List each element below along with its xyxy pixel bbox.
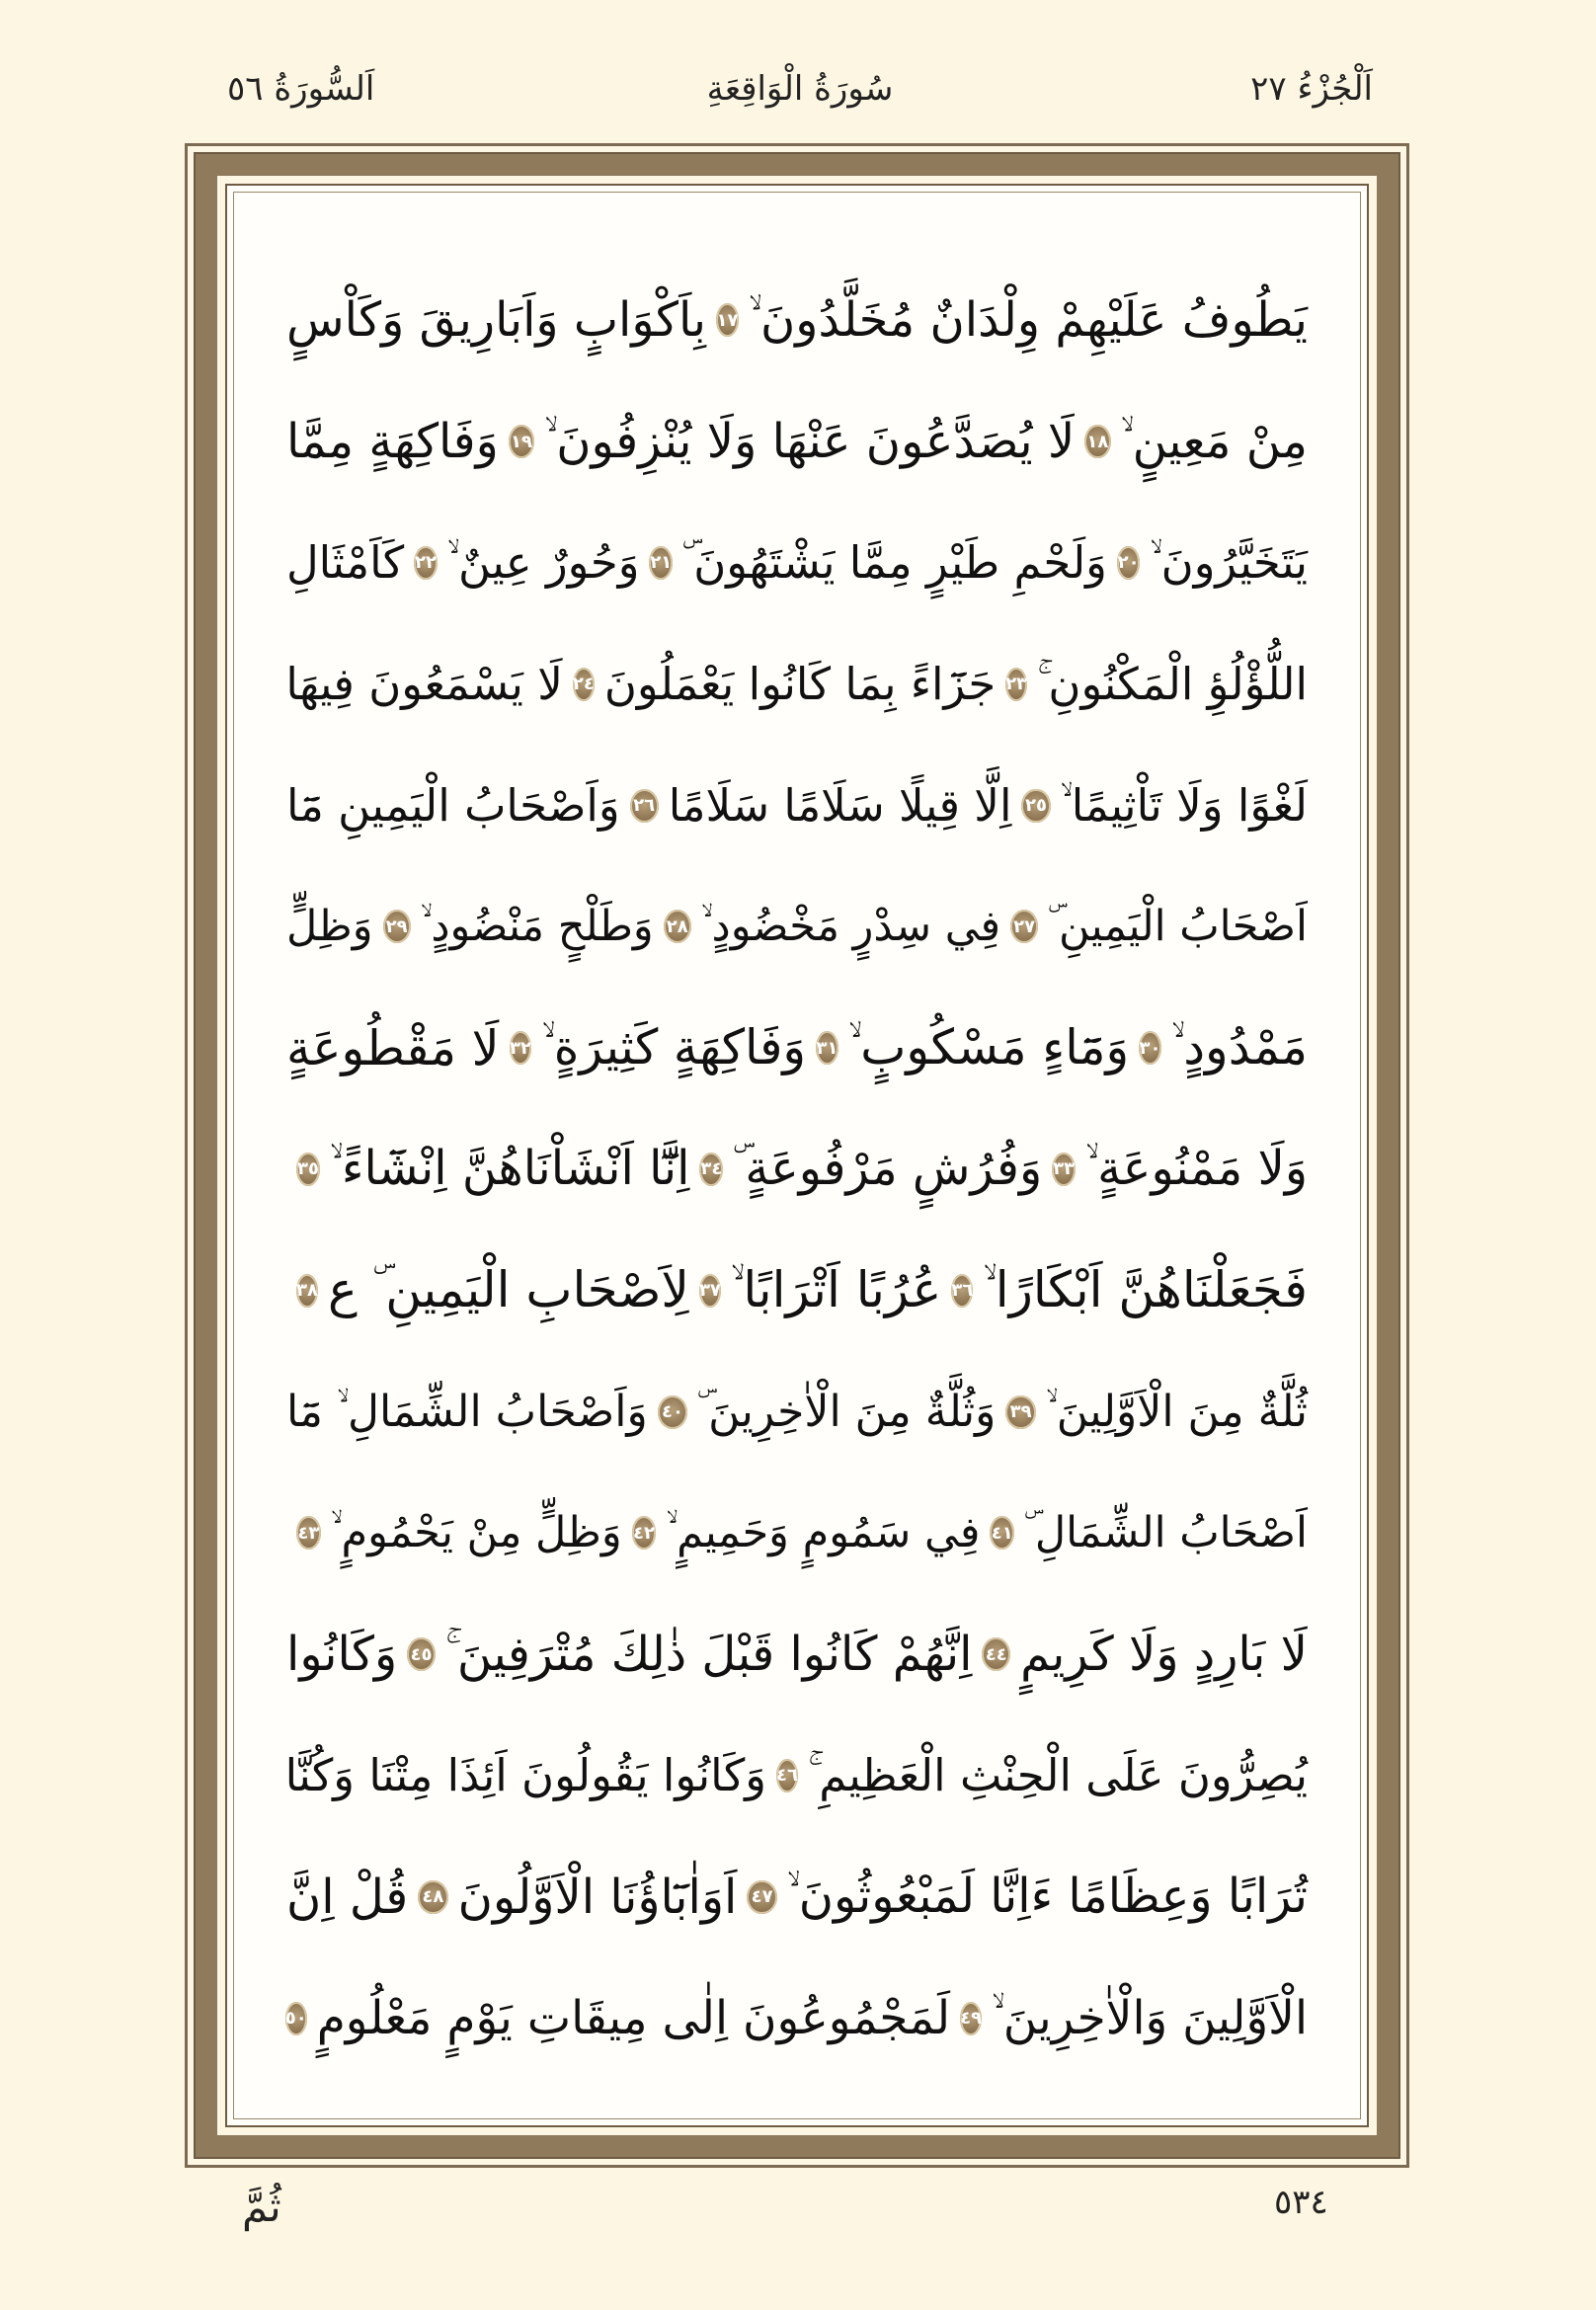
verse-text: وَظِلٍّ مِنْ يَحْمُومٍ ۙ	[330, 1508, 622, 1558]
verse-number-marker: ٣٥	[296, 1153, 320, 1186]
text-line	[286, 1351, 1308, 1473]
verse-text: وَفَاكِهَةٍ مِمَّا	[286, 414, 499, 470]
page-frame	[185, 143, 1409, 2168]
verse-text: بِاَكْوَابٍ وَاَبَارِيقَ وَكَاْسٍ	[286, 292, 706, 349]
verse-number-marker: ٤٧	[747, 1880, 776, 1914]
text-line	[286, 988, 1308, 1109]
text-line	[286, 503, 1308, 624]
verse-text: قُلْ اِنَّ	[286, 1869, 409, 1925]
text-line	[286, 1473, 1308, 1594]
verse-number-marker: ٤٨	[418, 1880, 447, 1914]
verse-text: لَا يُصَدَّعُونَ عَنْهَا وَلَا يُنْزِفُونَ ۙ	[544, 413, 1076, 469]
page-header	[227, 69, 1373, 128]
verse-number-marker: ٤٤	[982, 1637, 1010, 1671]
verse-text: وَلَا مَمْنُوعَةٍ ۙ	[1085, 1141, 1308, 1197]
verse-text: وَلَحْمِ طَيْرٍ مِمَّا يَشْتَهُونَ ۜ	[681, 535, 1107, 589]
text-line	[286, 1957, 1308, 2079]
verse-text: اللُّؤْلُؤِ الْمَكْنُونِ ۚ	[1037, 657, 1308, 710]
verse-number-marker: ٣٠	[1139, 1031, 1161, 1065]
verse-text: يَتَخَيَّرُونَ ۙ	[1150, 535, 1308, 589]
verse-number-marker: ٣٨	[296, 1274, 318, 1308]
verse-text: لَمَجْمُوعُونَ اِلٰى مِيقَاتِ يَوْمٍ مَعْلُومٍ	[316, 1991, 951, 2046]
verse-text: اِنَّهُمْ كَانُوا قَبْلَ ذٰلِكَ مُتْرَفِينَ ۚ	[444, 1626, 973, 1682]
verse-number-marker: ١٩	[509, 425, 534, 458]
verse-text: يَطُوفُ عَلَيْهِمْ وِلْدَانٌ مُخَلَّدُونَ ۙ	[749, 291, 1308, 348]
verse-text: فِي سِدْرٍ مَخْضُودٍ ۙ	[700, 902, 1001, 952]
verse-number-marker: ١٧	[716, 303, 739, 337]
verse-number-marker: ٢٤	[573, 668, 595, 701]
verse-number-marker: ٤٢	[632, 1516, 657, 1550]
text-panel	[225, 184, 1369, 2127]
verse-text: الْاَوَّلِينَ وَالْاٰخِرِينَ ۙ	[992, 1990, 1308, 2045]
verse-text: اَوَاٰبَٓاؤُنَا الْاَوَّلُونَ	[457, 1869, 738, 1925]
verse-text: وَثُلَّةٌ مِنَ الْاٰخِرِينَ ۜ	[697, 1387, 997, 1438]
catchword: ثُمَّ	[242, 2183, 281, 2231]
verse-number-marker: ٢٥	[1021, 789, 1050, 823]
verse-number-marker: ٢١	[649, 546, 672, 580]
verse-number-marker: ٣٣	[1052, 1153, 1076, 1186]
verse-text: وَطَلْحٍ مَنْضُودٍ ۙ	[420, 902, 654, 952]
verse-text: وَكَانُوا	[286, 1627, 398, 1683]
text-line	[286, 866, 1308, 988]
verse-text: اَصْحَابُ الشِّمَالِ ۜ	[1024, 1508, 1308, 1558]
text-line	[286, 1230, 1308, 1351]
text-line	[286, 1109, 1308, 1231]
verse-text: وَظِلٍّ	[285, 902, 373, 952]
verse-number-marker: ٢٣	[1005, 668, 1027, 701]
verse-text: ثُلَّةٌ مِنَ الْاَوَّلِينَ ۙ	[1045, 1387, 1308, 1438]
verse-number-marker: ٣٦	[951, 1274, 973, 1308]
verse-text: لِاَصْحَابِ الْيَمِينِ ۜ ع	[327, 1261, 689, 1319]
surah-title: سُورَةُ الْوَاقِعَةِ	[706, 69, 894, 109]
verse-number-marker: ٤٥	[407, 1637, 436, 1671]
verse-number-marker: ٥٠	[285, 2002, 307, 2035]
verse-text-area	[286, 260, 1308, 2066]
verse-text: جَزَٓاءً بِمَا كَانُوا يَعْمَلُونَ	[603, 658, 997, 711]
verse-text: مَمْدُودٍ ۙ	[1170, 1019, 1308, 1076]
verse-text: وَاَصْحَابُ الشِّمَالِ ۙ مَٓا	[286, 1387, 648, 1438]
verse-text: وَكَانُوا يَقُولُونَ اَئِذَا مِتْنَا وَكُنَّا	[284, 1749, 767, 1802]
verse-text: وَمَٓاءٍ مَسْكُوبٍ ۙ	[847, 1019, 1130, 1076]
verse-number-marker: ٤٦	[776, 1759, 798, 1792]
verse-text: وَفُرُشٍ مَرْفُوعَةٍ ۜ	[733, 1141, 1043, 1197]
verse-number-marker: ٣٤	[699, 1153, 723, 1186]
text-line	[286, 623, 1308, 745]
juz-label: اَلْجُزْءُ ٢٧	[1250, 69, 1373, 109]
page-number: ٥٣٤	[1274, 2183, 1328, 2222]
verse-text: اِلَّا قِيلًا سَلَامًا سَلَامًا	[668, 779, 1012, 833]
verse-text: عُرُبًا اَتْرَابًا ۙ	[730, 1261, 942, 1319]
surah-number-label: اَلسُّورَةُ ٥٦	[227, 69, 375, 109]
text-line	[286, 1594, 1308, 1715]
verse-number-marker: ٣١	[816, 1031, 838, 1065]
verse-number-marker: ٣٩	[1005, 1395, 1035, 1429]
verse-number-marker: ٤٩	[960, 2002, 982, 2035]
text-line	[286, 260, 1308, 381]
verse-text: كَاَمْثَالِ	[285, 536, 405, 590]
verse-text: اِنَّٓا اَنْشَاْنَاهُنَّ اِنْشَٓاءً ۙ	[329, 1141, 690, 1197]
verse-number-marker: ٢٨	[664, 910, 691, 943]
text-line	[286, 1836, 1308, 1957]
verse-text: وَاَصْحَابُ الْيَمِينِ مَٓا	[286, 779, 620, 833]
verse-text: وَحُورٌ عِينٌ ۙ	[446, 535, 640, 589]
verse-number-marker: ٣٢	[510, 1031, 532, 1065]
verse-text: لَا مَقْطُوعَةٍ	[286, 1019, 500, 1076]
verse-text: فَجَعَلْنَاهُنَّ اَبْكَارًا ۙ	[983, 1261, 1308, 1319]
verse-number-marker: ١٨	[1084, 425, 1110, 458]
verse-text: اَصْحَابُ الْيَمِينِ ۜ	[1048, 902, 1308, 952]
verse-number-marker: ٤٠	[658, 1395, 687, 1429]
verse-text: مِنْ مَعِينٍ ۙ	[1120, 413, 1308, 469]
verse-text: يُصِرُّونَ عَلَى الْحِنْثِ الْعَظِيمِ ۚ	[808, 1748, 1308, 1801]
verse-number-marker: ٢٧	[1010, 910, 1038, 943]
verse-number-marker: ٢٢	[414, 546, 437, 580]
verse-text: لَغْوًا وَلَا تَاْثِيمًا ۙ	[1060, 778, 1308, 832]
text-line	[286, 381, 1308, 503]
verse-number-marker: ٢٠	[1117, 546, 1140, 580]
verse-number-marker: ٣٧	[699, 1274, 721, 1308]
verse-text: لَا بَارِدٍ وَلَا كَرِيمٍ	[1020, 1627, 1308, 1683]
verse-text: تُرَابًا وَعِظَامًا ءَاِنَّا لَمَبْعُوثُونَ ۙ	[786, 1869, 1308, 1925]
text-line	[286, 1715, 1308, 1837]
verse-number-marker: ٢٩	[383, 910, 411, 943]
verse-number-marker: ٤١	[990, 1516, 1014, 1550]
verse-number-marker: ٤٣	[296, 1516, 321, 1550]
verse-number-marker: ٢٦	[630, 789, 659, 823]
verse-text: لَا يَسْمَعُونَ فِيهَا	[285, 658, 563, 711]
text-line	[286, 745, 1308, 866]
verse-text: وَفَاكِهَةٍ كَثِيرَةٍ ۙ	[541, 1019, 807, 1076]
verse-text: فِي سَمُومٍ وَحَمِيمٍ ۙ	[666, 1508, 981, 1558]
